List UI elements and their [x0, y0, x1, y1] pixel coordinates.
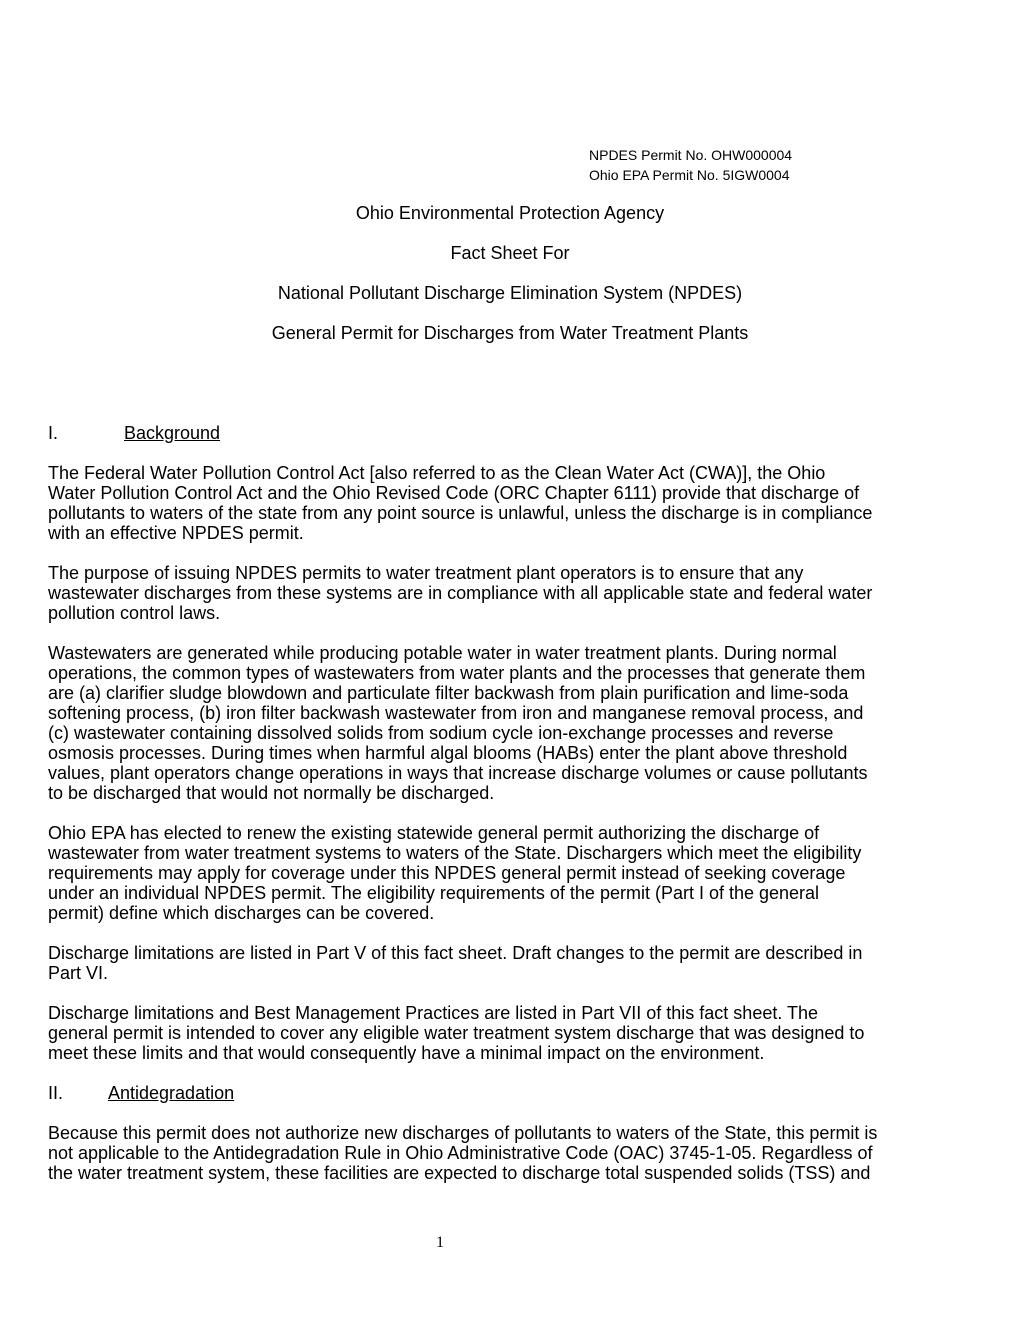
- paragraph-line: under an individual NPDES permit. The eligibility requirements of the permit (Part I of the general: [48, 883, 820, 903]
- system-title: National Pollutant Discharge Elimination System (NPDES): [277, 283, 743, 303]
- section-heading-background: [48, 422, 221, 444]
- section-number: I.: [48, 423, 59, 443]
- paragraph-line: to be discharged that would not normally be discharged.: [48, 783, 495, 803]
- paragraph-line: permit) define which discharges can be covered.: [48, 903, 435, 923]
- paragraph-line: are (a) clarifier sludge blowdown and particulate filter backwash from plain purification and lime-soda: [48, 683, 849, 703]
- page-number: 1: [436, 1234, 444, 1251]
- paragraph-line: Water Pollution Control Act and the Ohio Revised Code (ORC Chapter 6111) provide that discharge of: [48, 483, 860, 503]
- agency-title: Ohio Environmental Protection Agency: [355, 203, 665, 223]
- paragraph-line: softening process, (b) iron filter backwash wastewater from iron and manganese removal process, and: [48, 703, 864, 723]
- ohio-epa-permit-number: Ohio EPA Permit No. 5IGW0004: [589, 167, 790, 183]
- paragraph-clean-water-act: [48, 463, 978, 543]
- section-title: Antidegradation: [108, 1083, 235, 1103]
- paragraph-line: wastewater from water treatment systems to waters of the State. Dischargers which meet the eligibility: [48, 843, 862, 863]
- paragraph-line: with an effective NPDES permit.: [48, 523, 304, 543]
- paragraph-line: The Federal Water Pollution Control Act [also referred to as the Clean Water Act (CWA)], the Ohio: [48, 463, 826, 483]
- paragraph-antidegradation: [48, 1123, 978, 1183]
- section-number: II.: [48, 1083, 64, 1103]
- paragraph-line: (c) wastewater containing dissolved solids from sodium cycle ion-exchange processes and reverse: [48, 723, 834, 743]
- paragraph-line: pollutants to waters of the state from any point source is unlawful, unless the discharge is in compliance: [48, 503, 873, 523]
- paragraph-purpose: [48, 563, 978, 623]
- section-heading-antidegradation: [48, 1082, 235, 1104]
- paragraph-line: values, plant operators change operations in ways that increase discharge volumes or cause pollutants: [48, 763, 868, 783]
- paragraph-line: wastewater discharges from these systems are in compliance with all applicable state and federal water: [48, 583, 873, 603]
- paragraph-best-management-practices: [48, 1003, 978, 1063]
- paragraph-line: general permit is intended to cover any eligible water treatment system discharge that was designed to: [48, 1023, 865, 1043]
- paragraph-line: operations, the common types of wastewaters from water plants and the processes that generate them: [48, 663, 866, 683]
- paragraph-line: not applicable to the Antidegradation Rule in Ohio Administrative Code (OAC) 3745-1-05. Regardless of: [48, 1143, 873, 1163]
- paragraph-line: requirements may apply for coverage under this NPDES general permit instead of seeking coverage: [48, 863, 846, 883]
- npdes-permit-number: NPDES Permit No. OHW000004: [589, 147, 793, 163]
- paragraph-line: Ohio EPA has elected to renew the existing statewide general permit authorizing the discharge of: [48, 823, 820, 843]
- paragraph-line: Because this permit does not authorize new discharges of pollutants to waters of the State, this permit is: [48, 1123, 878, 1143]
- paragraph-line: Discharge limitations are listed in Part V of this fact sheet. Draft changes to the permit are described in: [48, 943, 863, 963]
- permit-title: General Permit for Discharges from Water Treatment Plants: [271, 323, 749, 343]
- section-title: Background: [124, 423, 221, 443]
- paragraph-line: Wastewaters are generated while producing potable water in water treatment plants. During normal: [48, 643, 837, 663]
- paragraph-line: The purpose of issuing NPDES permits to water treatment plant operators is to ensure that any: [48, 563, 804, 583]
- paragraph-line: osmosis processes. During times when harmful algal blooms (HABs) enter the plant above threshold: [48, 743, 848, 763]
- paragraph-line: meet these limits and that would consequently have a minimal impact on the environment.: [48, 1043, 765, 1063]
- paragraph-wastewaters: [48, 643, 978, 803]
- paragraph-renewal: [48, 823, 978, 923]
- paragraph-discharge-limitations: [48, 943, 978, 983]
- permit-numbers: [589, 145, 792, 185]
- paragraph-line: Discharge limitations and Best Management Practices are listed in Part VII of this fact sheet. The: [48, 1003, 819, 1023]
- paragraph-line: the water treatment system, these facilities are expected to discharge total suspended solids (TSS) and: [48, 1163, 871, 1183]
- paragraph-line: Part VI.: [48, 963, 109, 983]
- paragraph-line: pollution control laws.: [48, 603, 221, 623]
- fact-sheet-title: Fact Sheet For: [450, 243, 570, 263]
